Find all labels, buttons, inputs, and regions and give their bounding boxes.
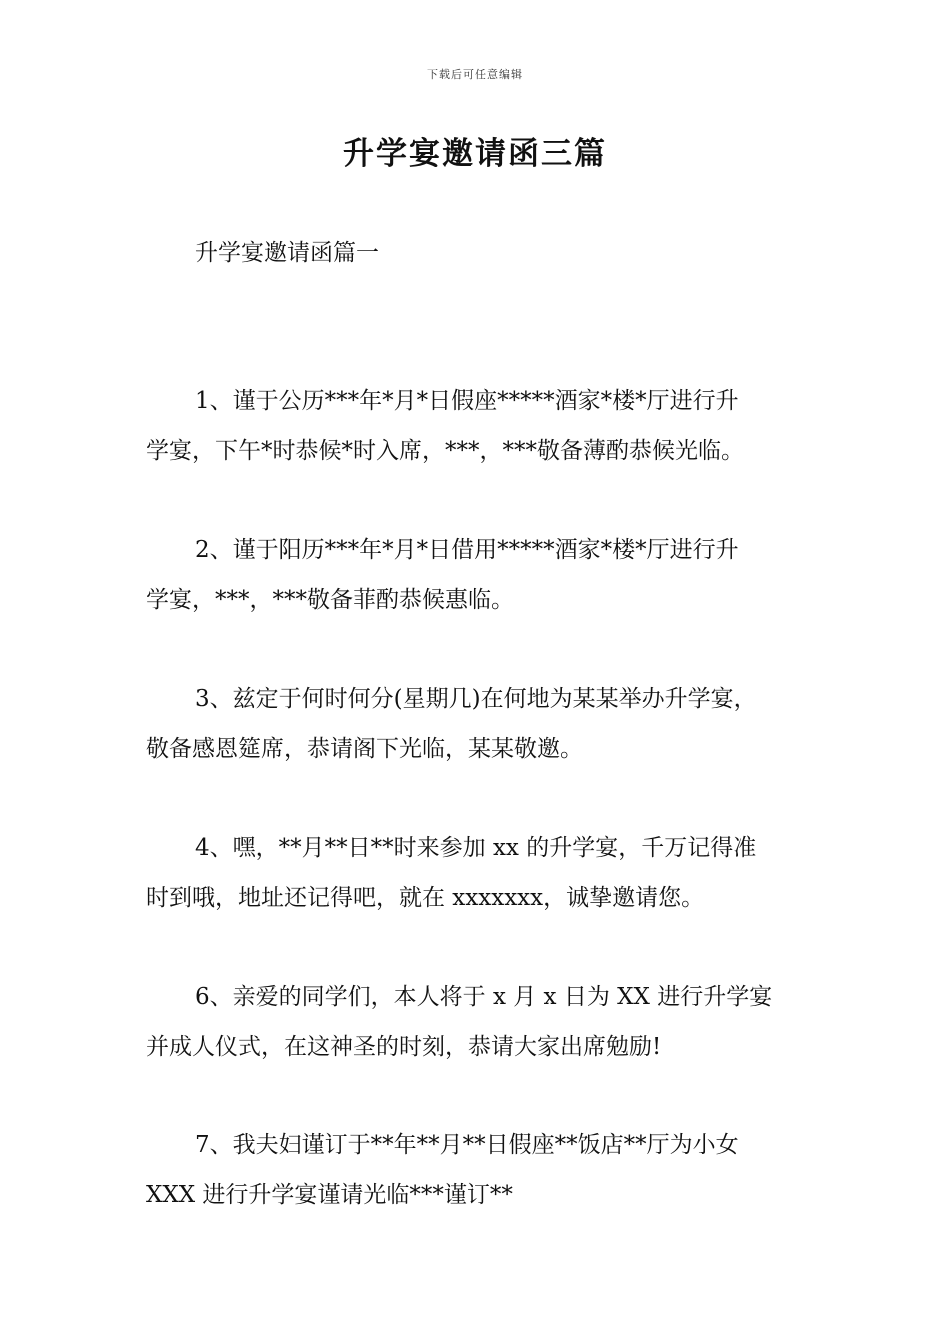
document-title: 升学宴邀请函三篇 — [343, 136, 607, 172]
paragraph-1 — [146, 376, 836, 476]
paragraph-line: 1、谨于公历***年*月*日假座*****酒家*楼*厅进行升 — [195, 388, 739, 414]
paragraph-line: XXX 进行升学宴谨请光临***谨订** — [146, 1182, 513, 1208]
section-heading: 升学宴邀请函篇一 — [195, 240, 379, 266]
paragraph-line: 4、嘿，**月**日**时来参加 xx 的升学宴，千万记得准 — [195, 835, 757, 861]
page-header-note: 下载后可任意编辑 — [427, 68, 523, 81]
paragraph-line: 7、我夫妇谨订于**年**月**日假座**饭店**厅为小女 — [195, 1132, 739, 1158]
paragraph-line: 时到哦，地址还记得吧，就在 xxxxxxx，诚挚邀请您。 — [146, 885, 705, 911]
paragraph-5 — [146, 972, 836, 1072]
paragraph-line: 并成人仪式，在这神圣的时刻，恭请大家出席勉励! — [146, 1034, 662, 1060]
paragraph-line: 2、谨于阳历***年*月*日借用*****酒家*楼*厅进行升 — [195, 537, 739, 563]
paragraph-4 — [146, 823, 836, 923]
paragraph-6 — [146, 1120, 836, 1220]
paragraph-line: 学宴，***，***敬备菲酌恭候惠临。 — [146, 587, 514, 613]
paragraph-line: 3、兹定于何时何分(星期几)在何地为某某举办升学宴， — [195, 686, 757, 712]
paragraph-line: 学宴，下午*时恭候*时入席，***，***敬备薄酌恭候光临。 — [146, 438, 744, 464]
paragraph-line: 6、亲爱的同学们，本人将于 x 月 x 日为 XX 进行升学宴 — [195, 984, 773, 1010]
paragraph-2 — [146, 525, 836, 625]
paragraph-3 — [146, 674, 836, 774]
paragraph-line: 敬备感恩筵席，恭请阁下光临，某某敬邀。 — [146, 736, 583, 762]
